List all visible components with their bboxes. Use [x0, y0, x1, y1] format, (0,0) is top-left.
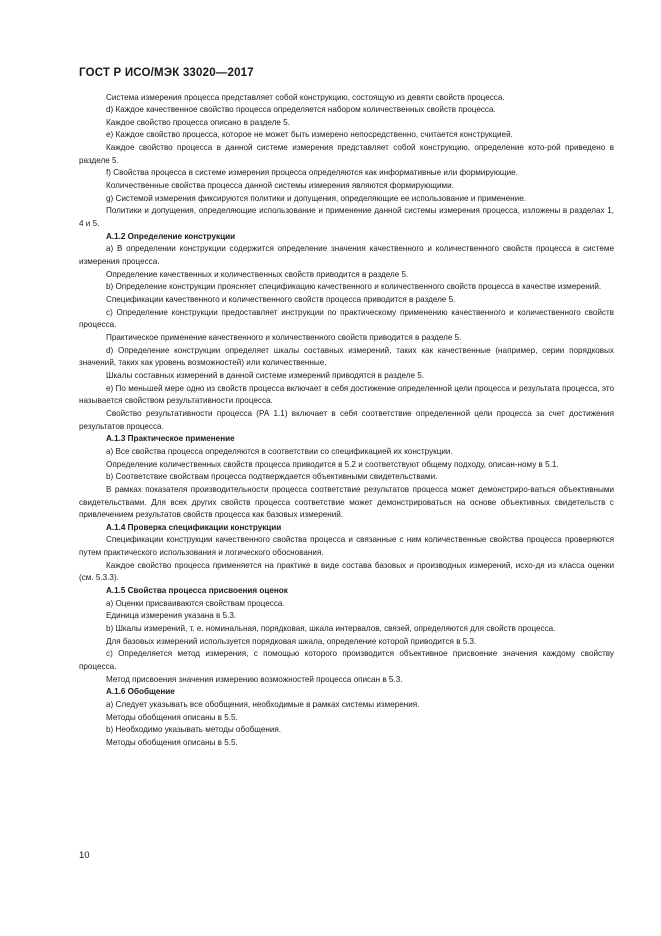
paragraph: Количественные свойства процесса данной системы измерения являются формирующими. — [106, 181, 454, 191]
paragraph: Методы обобщения описаны в 5.5. — [106, 737, 238, 747]
paragraph: а) В определении конструкции содержится определение значения качественного и количественного свойств процесса в системе измерения процесса. — [79, 244, 614, 267]
paragraph: Каждое свойство процесса описано в разделе 5. — [106, 117, 290, 127]
paragraph: e) Каждое свойство процесса, которое не может быть измерено непосредственно, считается конструкцией. — [106, 130, 513, 140]
paragraph: b) Определение конструкции проясняет спецификацию качественного и количественного свойств процесса в качестве измерений. — [106, 282, 602, 292]
section-heading: А.1.2 Определение конструкции — [106, 231, 236, 241]
page-number: 10 — [79, 850, 90, 861]
section-heading: А.1.5 Свойства процесса присвоения оценок — [106, 586, 288, 596]
paragraph: Свойство результативности процесса (РА 1.1) включает в себя соответствие определенной цели процесса за счет достижения результатов процесса. — [79, 408, 614, 431]
paragraph: Метод присвоения значения измерению возможностей процесса описан в 5.3. — [106, 674, 403, 684]
document-body — [79, 92, 614, 750]
paragraph: а) Следует указывать все обобщения, необходимые в рамках системы измерения. — [106, 700, 420, 709]
paragraph: Политики и допущения, определяющие использование и применение данной системы измерения процесса, изложены в разделах 1, 4 и 5. — [79, 206, 614, 229]
paragraph: Определение количественных свойств процесса приводится в 5.2 и соответствуют общему подходу, описан-ному в 5.1. — [106, 459, 559, 469]
paragraph: g) Системой измерения фиксируются политики и допущения, определяющие ее использование и применение. — [106, 193, 526, 203]
paragraph: с) Определяется метод измерения, с помощью которого производится объективное присвоение значения каждому свойству процесса. — [79, 649, 614, 672]
paragraph: Методы обобщения описаны в 5.5. — [106, 712, 238, 722]
paragraph: Система измерения процесса представляет собой конструкцию, состоящую из девяти свойств процесса. — [106, 92, 505, 102]
paragraph: Каждое свойство процесса применяется на практике в виде состава базовых и производных измерений, исхо-дя из класса оценки (см. 5.3.3). — [79, 560, 614, 583]
section-heading: А.1.4 Проверка спецификации конструкции — [106, 522, 282, 532]
paragraph: b) Шкалы измерений, т. е. номинальная, порядковая, шкала интервалов, связей, определяются для свойств процесса. — [106, 624, 556, 634]
section-heading: А.1.6 Обобщение — [106, 687, 175, 697]
paragraph: f) Свойства процесса в системе измерения процесса определяются как информативные или формирующие. — [106, 168, 518, 178]
paragraph: В рамках показателя производительности процесса соответствие результатов процесса может демонстриро-ваться объективными свидетельствами. Для всех других свойств процесса соответствие может демонстрироваться на основе объективных свидетельств с привлечением результатов свойств процесса как базовых измерений. — [79, 484, 614, 520]
document-header: ГОСТ Р ИСО/МЭК 33020—2017 — [79, 67, 254, 79]
paragraph: b) Соответствие свойствам процесса подтверждается объективными свидетельствами. — [106, 472, 438, 482]
paragraph: Определение качественных и количественных свойств приводится в разделе 5. — [106, 269, 409, 279]
paragraph: b) Необходимо указывать методы обобщения. — [106, 725, 282, 735]
paragraph: Спецификации качественного и количественного свойств процесса приводится в разделе 5. — [106, 295, 456, 304]
paragraph: d) Определение конструкции определяет шкалы составных измерений, таких как качественные (например, серии порядковых значений, таких как уровень возможностей) или количественные. — [79, 345, 614, 368]
section-heading: А.1.3 Практическое применение — [106, 434, 235, 444]
paragraph: Для базовых измерений используется порядковая шкала, определение которой приводится в 5.3. — [106, 636, 477, 646]
paragraph: с) Определение конструкции предоставляет инструкции по практическому применению качественного и количественного свойств процесса. — [79, 307, 614, 330]
paragraph: е) По меньшей мере одно из свойств процесса включает в себя достижение определенной цели процесса и результата процесса, это называется свойством результативности процесса. — [79, 383, 614, 406]
paragraph: d) Каждое качественное свойство процесса определяется набором количественных свойств процесса. — [106, 105, 496, 115]
paragraph: Практическое применение качественного и количественного свойств приводится в разделе 5. — [106, 332, 462, 342]
paragraph: Шкалы составных измерений в данной системе измерений приводятся в разделе 5. — [106, 370, 424, 380]
paragraph: а) Оценки присваиваются свойствам процесса. — [106, 598, 285, 608]
paragraph: Каждое свойство процесса в данной системе измерения представляет собой конструкцию, определение кото-рой приведено в разделе 5. — [79, 143, 614, 165]
paragraph: Спецификации конструкции качественного свойства процесса и связанные с ним количественные свойства процесса проверяются путем практического использования и логического обоснования. — [79, 535, 614, 558]
paragraph: Единица измерения указана в 5.3. — [106, 611, 237, 621]
paragraph: а) Все свойства процесса определяются в соответствии со спецификацией их конструкции. — [106, 446, 453, 456]
